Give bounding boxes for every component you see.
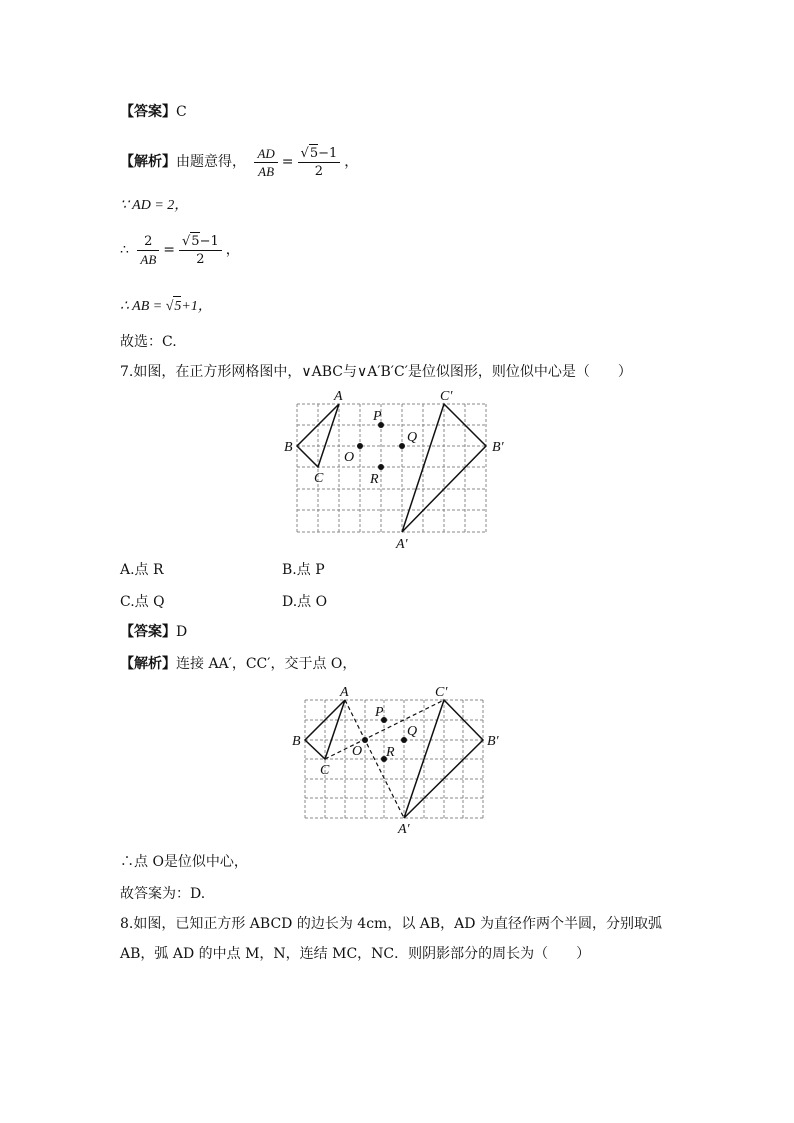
radicand: 5: [191, 234, 200, 249]
label-q: Q: [407, 724, 418, 739]
q7-solution-figure: [282, 680, 522, 840]
radicand: 5: [173, 296, 181, 317]
q7-answer-tag: 【答案】: [120, 624, 176, 640]
label-a: A: [340, 685, 349, 700]
label-r: R: [370, 472, 379, 487]
point-o: [362, 737, 368, 743]
q6-fraction-sqrt5-b: [179, 232, 222, 268]
fraction-numerator: AD: [254, 145, 277, 163]
q7-answer-line: [120, 622, 187, 642]
label-c-prime: C′: [440, 389, 453, 404]
q6-fraction-2-ab: [137, 233, 159, 268]
label-a-prime: A′: [398, 822, 410, 837]
label-b: B: [292, 734, 301, 749]
q6-answer: C: [176, 104, 187, 120]
radicand: 5: [309, 146, 319, 161]
label-p: P: [373, 409, 382, 424]
q6-fraction-ad-ab: [254, 145, 277, 180]
q7-figure-grid: [270, 384, 510, 554]
q6-ab-result-line: ∴ AB = √5+1，: [120, 296, 212, 317]
q7-analysis-text: 连接 AA′，CC′，交于点 O，: [176, 656, 357, 672]
q6-because-line: ∵ AD = 2，: [120, 198, 189, 213]
q7-question: 7.如图，在正方形网格图中，∨ABC与∨A′B′C′是位似图形，则位似中心是（ ）: [120, 364, 632, 380]
minus-one: −1: [199, 234, 219, 249]
grid-lines: [297, 404, 486, 532]
label-o: O: [344, 450, 355, 465]
fraction-denominator: AB: [140, 251, 157, 267]
label-o: O: [352, 744, 363, 759]
q6-analysis-intro: 由题意得，: [176, 154, 246, 170]
q6-choice-line: 故选：C.: [120, 334, 177, 350]
q7-analysis-tag: 【解析】: [120, 656, 176, 672]
fraction-numerator: 2: [137, 233, 159, 251]
point-o: [357, 443, 363, 449]
q7-option-c: C.点 Q: [120, 594, 165, 610]
minus-one: −1: [318, 146, 338, 161]
q6-answer-tag: 【答案】: [120, 104, 176, 120]
label-c-prime: C′: [435, 685, 448, 700]
label-a: A: [334, 389, 343, 404]
ab-result-suffix: +1，: [181, 299, 212, 314]
q8-question-line1: 8.如图，已知正方形 ABCD 的边长为 4cm，以 AB，AD 为直径作两个半圆，分别取弧: [120, 916, 662, 932]
label-r: R: [386, 745, 395, 760]
q7-analysis-line: [120, 654, 356, 674]
q6-analysis-line: 【解析】由题意得， $\frac{AD}{AB}$ = $\frac{√5-1}{2}$ ，: [120, 145, 359, 179]
label-p: P: [375, 705, 384, 720]
q6-analysis-tag: 【解析】: [120, 154, 176, 170]
fraction-denominator: 2: [196, 252, 205, 267]
label-c: C: [320, 763, 330, 778]
therefore-symbol: ∴: [120, 242, 129, 258]
fraction-numerator: √5−1: [179, 232, 222, 251]
q7-final-answer: 故答案为：D.: [120, 886, 206, 902]
q7-answer: D: [176, 624, 188, 640]
point-r: [378, 464, 384, 470]
label-b: B: [284, 440, 293, 455]
q6-answer-line: [120, 102, 187, 122]
comma: ，: [225, 242, 240, 258]
fraction-denominator: AB: [258, 163, 275, 179]
ab-result-prefix: ∴ AB =: [120, 299, 163, 314]
comma: ，: [344, 154, 359, 170]
q8-question-line2: AB，弧 AD 的中点 M，N，连结 MC，NC．则阴影部分的周长为（ ）: [120, 946, 591, 962]
fraction-numerator: √5−1: [298, 144, 341, 163]
label-a-prime: A′: [396, 537, 408, 552]
q7-option-b: B.点 P: [282, 562, 325, 578]
q6-fraction-sqrt5: [298, 144, 341, 180]
point-q: [399, 443, 405, 449]
label-c: C: [314, 471, 324, 486]
fraction-denominator: 2: [314, 164, 324, 179]
label-q: Q: [407, 430, 418, 445]
label-b-prime: B′: [492, 440, 504, 455]
q7-option-d: D.点 O: [282, 594, 328, 610]
q7-option-a: A.点 R: [120, 562, 164, 578]
triangle-a-prime-b-prime-c-prime: [402, 404, 486, 532]
q7-conclusion: ∴点 O是位似中心，: [120, 854, 248, 870]
label-b-prime: B′: [487, 734, 499, 749]
q6-therefore-line: ∴ $\frac{2}{AB}$ = $\frac{√5-1}{2}$ ，: [120, 233, 240, 267]
